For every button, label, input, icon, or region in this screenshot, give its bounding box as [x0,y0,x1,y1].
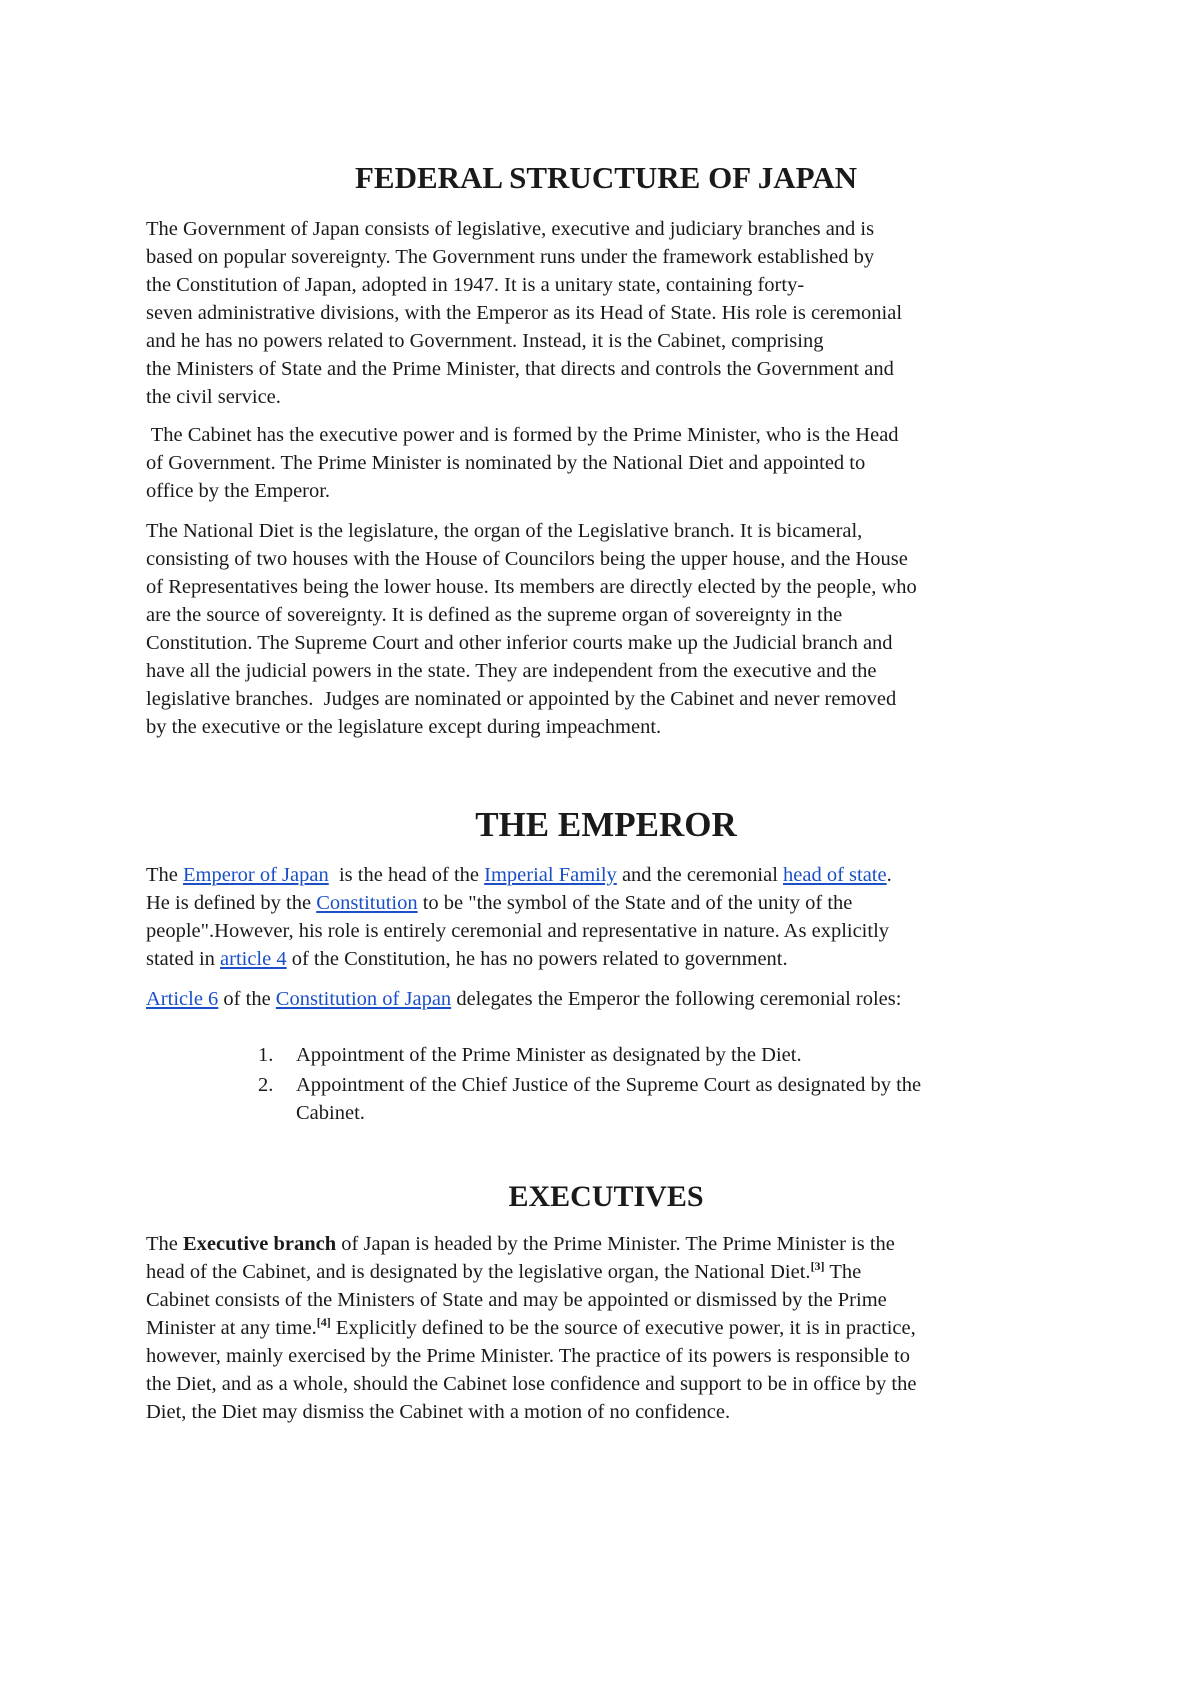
paragraph-line: office by the Emperor. [146,480,331,502]
text-run: He is defined by the [146,892,317,914]
paragraph-line: however, mainly exercised by the Prime Minister. The practice of its powers is responsible to [146,1345,910,1367]
paragraph-line: Constitution. The Supreme Court and other inferior courts make up the Judicial branch and [146,632,893,654]
paragraph-line: legislative branches. Judges are nominated or appointed by the Cabinet and never removed [146,688,897,710]
emperor-heading: THE EMPEROR [475,805,737,844]
constitution-of-japan-link[interactable]: Constitution of Japan [275,988,452,1010]
executives-heading: EXECUTIVES [508,1180,704,1213]
paragraph-line: the civil service. [146,386,281,408]
article-6-link[interactable]: Article 6 [146,988,219,1010]
paragraph-line: by the executive or the legislature except during impeachment. [146,716,662,738]
list-item-number: 2. [258,1074,274,1096]
paragraph-line: Diet, the Diet may dismiss the Cabinet with a motion of no confidence. [146,1401,731,1423]
text-run: The [146,1233,183,1255]
paragraph-line: The Government of Japan consists of legislative, executive and judiciary branches and is [146,218,875,240]
executive-branch-term: Executive branch [183,1233,337,1255]
paragraph-line [146,861,892,889]
document-title: FEDERAL STRUCTURE OF JAPAN [354,160,858,195]
constitution-link[interactable]: Constitution [316,892,418,914]
paragraph-line: people".However, his role is entirely ceremonial and representative in nature. As explicitly [146,920,890,942]
list-item: Appointment of the Chief Justice of the Supreme Court as designated by the [296,1074,922,1096]
text-run: to be "the symbol of the State and of the unity of the [417,892,853,914]
paragraph-line [146,1258,861,1286]
imperial-family-link[interactable]: Imperial Family [484,864,617,886]
paragraph-line: are the source of sovereignty. It is defined as the supreme organ of sovereignty in the [146,604,843,626]
list-item: Appointment of the Prime Minister as designated by the Diet. [296,1044,802,1066]
paragraph-line: seven administrative divisions, with the Emperor as its Head of State. His role is ceremonial [146,302,903,324]
paragraph-line: the Diet, and as a whole, should the Cabinet lose confidence and support to be in office by the [146,1373,917,1395]
paragraph-line: based on popular sovereignty. The Government runs under the framework established by [146,246,875,268]
paragraph-line: of Government. The Prime Minister is nominated by the National Diet and appointed to [146,452,866,474]
paragraph-line: the Ministers of State and the Prime Minister, that directs and controls the Government and [146,358,894,380]
text-run: is the head of the [328,864,485,886]
paragraph-line: of Representatives being the lower house. Its members are directly elected by the people, who [146,576,917,598]
paragraph-line [146,889,852,917]
paragraph-line [146,1230,895,1258]
article-4-link[interactable]: article 4 [220,948,287,970]
paragraph-line: The Cabinet has the executive power and is formed by the Prime Minister, who is the Head [146,424,899,446]
paragraph-line: the Constitution of Japan, adopted in 1947. It is a unitary state, containing forty- [146,274,805,296]
footnote-ref[interactable]: [3] [810,1259,825,1273]
text-run: Minister at any time. [146,1317,317,1339]
paragraph-line: The National Diet is the legislature, the organ of the Legislative branch. It is bicameral, [146,520,863,542]
paragraph-line [146,1314,916,1342]
list-item-number: 1. [258,1044,274,1066]
paragraph-line [146,985,901,1013]
paragraph-line: have all the judicial powers in the state. They are independent from the executive and the [146,660,877,682]
text-run: The [146,864,183,886]
paragraph-line [146,945,788,973]
paragraph-line: and he has no powers related to Government. Instead, it is the Cabinet, comprising [146,330,824,352]
list-item-continuation: Cabinet. [296,1102,365,1124]
text-run: The [824,1261,862,1283]
text-run: head of the Cabinet, and is designated by the legislative organ, the National Diet. [146,1261,811,1283]
text-run: of Japan is headed by the Prime Minister. The Prime Minister is the [336,1233,895,1255]
paragraph-line: Cabinet consists of the Ministers of State and may be appointed or dismissed by the Prime [146,1289,887,1311]
footnote-ref[interactable]: [4] [316,1315,331,1329]
head-of-state-link[interactable]: head of state [783,864,887,886]
text-run: and the ceremonial [616,864,784,886]
text-run: . [886,864,892,886]
text-run: delegates the Emperor the following ceremonial roles: [451,988,902,1010]
text-run: of the [218,988,276,1010]
paragraph-line: consisting of two houses with the House of Councilors being the upper house, and the House [146,548,908,570]
text-run: Explicitly defined to be the source of executive power, it is in practice, [330,1317,916,1339]
text-run: of the Constitution, he has no powers related to government. [286,948,788,970]
text-run: stated in [146,948,221,970]
emperor-of-japan-link[interactable]: Emperor of Japan [183,864,329,886]
